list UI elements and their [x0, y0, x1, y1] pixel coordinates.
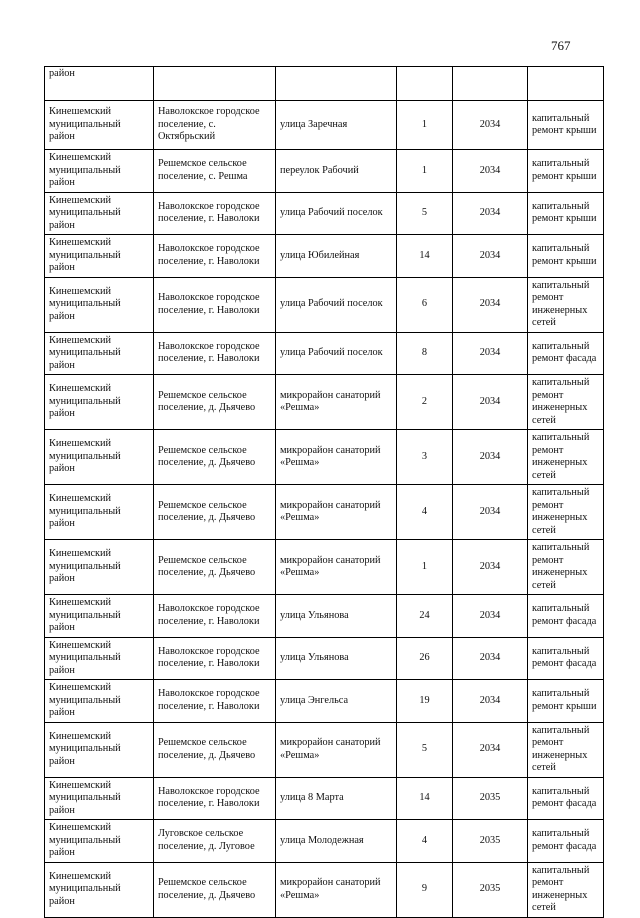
cell-work: капитальный ремонт крыши	[528, 680, 604, 723]
cell-settlement: Решемское сельское поселение, д. Дьячево	[154, 430, 276, 485]
cell-year: 2034	[453, 375, 528, 430]
cell-work: капитальный ремонт крыши	[528, 235, 604, 278]
table-row	[45, 375, 604, 430]
cell-work: капитальный ремонт крыши	[528, 192, 604, 235]
cell-district: Кинешемский муниципальный район	[45, 777, 154, 820]
cell-work: капитальный ремонт инженерных сетей	[528, 540, 604, 595]
table-row	[45, 485, 604, 540]
cell-settlement: Наволокское городское поселение, г. Наволоки	[154, 235, 276, 278]
table-row	[45, 235, 604, 278]
table-row-continued	[45, 67, 604, 101]
cell-year: 2034	[453, 485, 528, 540]
cell-house: 6	[397, 277, 453, 332]
cell-district: Кинешемский муниципальный район	[45, 192, 154, 235]
cell-work: капитальный ремонт фасада	[528, 595, 604, 638]
cell-street: улица Рабочий поселок	[276, 332, 397, 375]
cell-year: 2035	[453, 862, 528, 917]
cell-settlement: Решемское сельское поселение, с. Решма	[154, 150, 276, 193]
cell-street: микрорайон санаторий «Решма»	[276, 722, 397, 777]
cell-district: Кинешемский муниципальный район	[45, 235, 154, 278]
cell-street: переулок Рабочий	[276, 150, 397, 193]
cell-house: 2	[397, 375, 453, 430]
cell-house: 5	[397, 722, 453, 777]
table-row	[45, 820, 604, 863]
cell-house: 1	[397, 101, 453, 150]
cell-work: капитальный ремонт инженерных сетей	[528, 485, 604, 540]
cell-year	[453, 67, 528, 101]
cell-work: капитальный ремонт фасада	[528, 820, 604, 863]
cell-district: Кинешемский муниципальный район	[45, 332, 154, 375]
cell-street: микрорайон санаторий «Решма»	[276, 485, 397, 540]
table-row	[45, 862, 604, 917]
cell-street	[276, 67, 397, 101]
table-row	[45, 540, 604, 595]
cell-street: улица Ульянова	[276, 637, 397, 680]
cell-house: 3	[397, 430, 453, 485]
table-row	[45, 332, 604, 375]
table-body	[45, 67, 604, 918]
cell-street: микрорайон санаторий «Решма»	[276, 540, 397, 595]
cell-settlement: Наволокское городское поселение, с. Октябрьский	[154, 101, 276, 150]
cell-house	[397, 67, 453, 101]
cell-street: улица Рабочий поселок	[276, 277, 397, 332]
page-number: 767	[551, 38, 571, 53]
table-row	[45, 430, 604, 485]
cell-house: 24	[397, 595, 453, 638]
cell-street: улица Энгельса	[276, 680, 397, 723]
cell-house: 14	[397, 235, 453, 278]
cell-year: 2034	[453, 332, 528, 375]
cell-year: 2034	[453, 101, 528, 150]
cell-house: 5	[397, 192, 453, 235]
table-row	[45, 777, 604, 820]
cell-work: капитальный ремонт инженерных сетей	[528, 722, 604, 777]
table-row	[45, 192, 604, 235]
cell-house: 8	[397, 332, 453, 375]
cell-work: капитальный ремонт крыши	[528, 150, 604, 193]
table-row	[45, 595, 604, 638]
cell-settlement: Решемское сельское поселение, д. Дьячево	[154, 375, 276, 430]
cell-year: 2034	[453, 192, 528, 235]
cell-work: капитальный ремонт инженерных сетей	[528, 862, 604, 917]
cell-district: Кинешемский муниципальный район	[45, 820, 154, 863]
cell-settlement: Наволокское городское поселение, г. Наволоки	[154, 595, 276, 638]
cell-street: улица Юбилейная	[276, 235, 397, 278]
cell-settlement: Луговское сельское поселение, д. Луговое	[154, 820, 276, 863]
cell-street: улица Ульянова	[276, 595, 397, 638]
cell-house: 1	[397, 150, 453, 193]
cell-street: микрорайон санаторий «Решма»	[276, 430, 397, 485]
table-row	[45, 637, 604, 680]
cell-work: капитальный ремонт фасада	[528, 332, 604, 375]
cell-settlement: Решемское сельское поселение, д. Дьячево	[154, 722, 276, 777]
cell-settlement: Наволокское городское поселение, г. Наволоки	[154, 332, 276, 375]
cell-work: капитальный ремонт инженерных сетей	[528, 430, 604, 485]
cell-year: 2034	[453, 540, 528, 595]
cell-work: капитальный ремонт крыши	[528, 101, 604, 150]
cell-work	[528, 67, 604, 101]
cell-settlement	[154, 67, 276, 101]
cell-street: улица 8 Марта	[276, 777, 397, 820]
cell-district: Кинешемский муниципальный район	[45, 637, 154, 680]
cell-work: капитальный ремонт инженерных сетей	[528, 277, 604, 332]
cell-district: район	[45, 67, 154, 101]
cell-district: Кинешемский муниципальный район	[45, 862, 154, 917]
cell-street: улица Заречная	[276, 101, 397, 150]
cell-street: улица Молодежная	[276, 820, 397, 863]
repair-table	[44, 66, 604, 918]
cell-year: 2034	[453, 235, 528, 278]
cell-house: 19	[397, 680, 453, 723]
cell-house: 1	[397, 540, 453, 595]
cell-year: 2034	[453, 722, 528, 777]
cell-district: Кинешемский муниципальный район	[45, 680, 154, 723]
table-row	[45, 722, 604, 777]
cell-district: Кинешемский муниципальный район	[45, 101, 154, 150]
cell-district: Кинешемский муниципальный район	[45, 722, 154, 777]
cell-district: Кинешемский муниципальный район	[45, 430, 154, 485]
table-row	[45, 277, 604, 332]
cell-year: 2034	[453, 430, 528, 485]
table-row	[45, 101, 604, 150]
table-row	[45, 680, 604, 723]
cell-year: 2034	[453, 637, 528, 680]
cell-street: улица Рабочий поселок	[276, 192, 397, 235]
cell-year: 2035	[453, 820, 528, 863]
cell-work: капитальный ремонт инженерных сетей	[528, 375, 604, 430]
cell-district: Кинешемский муниципальный район	[45, 375, 154, 430]
cell-year: 2035	[453, 777, 528, 820]
cell-street: микрорайон санаторий «Решма»	[276, 862, 397, 917]
cell-district: Кинешемский муниципальный район	[45, 150, 154, 193]
cell-house: 4	[397, 820, 453, 863]
cell-settlement: Наволокское городское поселение, г. Наволоки	[154, 680, 276, 723]
cell-settlement: Решемское сельское поселение, д. Дьячево	[154, 485, 276, 540]
cell-house: 9	[397, 862, 453, 917]
cell-district: Кинешемский муниципальный район	[45, 595, 154, 638]
cell-settlement: Решемское сельское поселение, д. Дьячево	[154, 862, 276, 917]
cell-district: Кинешемский муниципальный район	[45, 485, 154, 540]
cell-settlement: Наволокское городское поселение, г. Наволоки	[154, 637, 276, 680]
cell-settlement: Решемское сельское поселение, д. Дьячево	[154, 540, 276, 595]
cell-house: 4	[397, 485, 453, 540]
cell-settlement: Наволокское городское поселение, г. Наволоки	[154, 277, 276, 332]
cell-street: микрорайон санаторий «Решма»	[276, 375, 397, 430]
cell-settlement: Наволокское городское поселение, г. Наволоки	[154, 777, 276, 820]
cell-year: 2034	[453, 277, 528, 332]
cell-year: 2034	[453, 595, 528, 638]
cell-year: 2034	[453, 150, 528, 193]
cell-district: Кинешемский муниципальный район	[45, 540, 154, 595]
cell-year: 2034	[453, 680, 528, 723]
cell-house: 26	[397, 637, 453, 680]
cell-work: капитальный ремонт фасада	[528, 637, 604, 680]
cell-house: 14	[397, 777, 453, 820]
cell-district: Кинешемский муниципальный район	[45, 277, 154, 332]
cell-work: капитальный ремонт фасада	[528, 777, 604, 820]
table-row	[45, 150, 604, 193]
cell-settlement: Наволокское городское поселение, г. Наволоки	[154, 192, 276, 235]
